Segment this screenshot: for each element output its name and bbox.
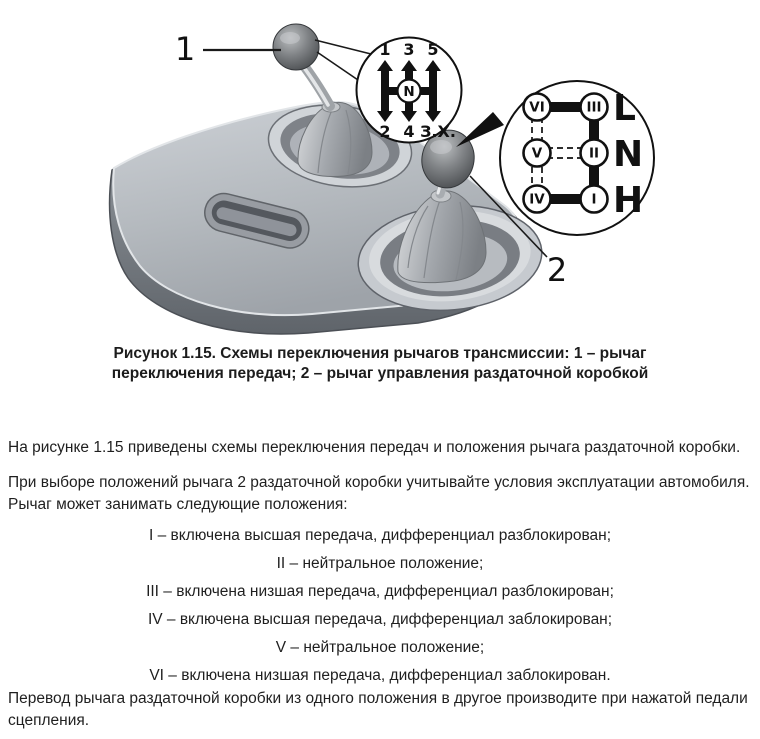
node-iii-label: III [586,99,602,116]
range-letter-l: L [613,88,636,129]
figure-caption: Рисунок 1.15. Схемы переключения рычагов трансмиссии: 1 – рычаг переключения передач; 2 – рычаг управления раздаточной коробкой [111,345,649,383]
gear-label-4: 4 [403,122,415,141]
position-item-v: V – нейтральное положение; [275,638,485,656]
range-letter-n: N [613,134,644,175]
gear-label-reverse: З.Х. [420,122,456,141]
gear-label-5: 5 [427,40,439,59]
position-item-ii: II – нейтральное положение; [276,554,484,572]
callout-1 [175,30,371,80]
position-item-i: I – включена высшая передача, дифференциал разблокирован; [148,526,612,544]
gear-label-3: 3 [403,40,415,59]
gearbox-shift-pattern [357,38,462,143]
position-item-iv: IV – включена высшая передача, дифференциал заблокирован; [147,610,613,628]
gear-label-1: 1 [379,40,391,59]
node-iv-label: IV [529,191,545,208]
paragraph-intro: На рисунке 1.15 приведены схемы переключения передач и положения рычага раздаточной коробки. [8,438,741,456]
paragraph-clipped: Перевод рычага раздаточной коробки из одного положения в другое производите при нажатой педали сцепления. [8,689,748,729]
callout-1-label: 1 [174,30,196,68]
node-v-label: V [531,145,543,162]
node-ii-label: II [588,145,600,162]
transfer-pattern-wedge [456,112,504,147]
positions-list [0,525,760,686]
lever-1-knob [273,24,319,70]
lever-2-knob-highlight [430,140,452,154]
gear-label-2: 2 [379,122,391,141]
paragraph-usage: При выборе положений рычага 2 раздаточной коробки учитывайте условия эксплуатации автомобиля. Рычаг может занимать следующие положения: [8,473,750,513]
position-item-iii: III – включена низшая передача, дифференциал разблокирован; [146,582,614,600]
node-i-label: I [591,191,597,208]
neutral-label: N [403,84,415,100]
figure-illustration [0,0,760,338]
position-item-vi: VI – включена низшая передача, дифференциал заблокирован. [149,666,611,684]
range-letter-h: H [613,180,644,221]
node-vi-label: VI [529,99,545,116]
callout-2-label: 2 [546,251,568,289]
lever-1-knob-highlight [280,32,300,44]
